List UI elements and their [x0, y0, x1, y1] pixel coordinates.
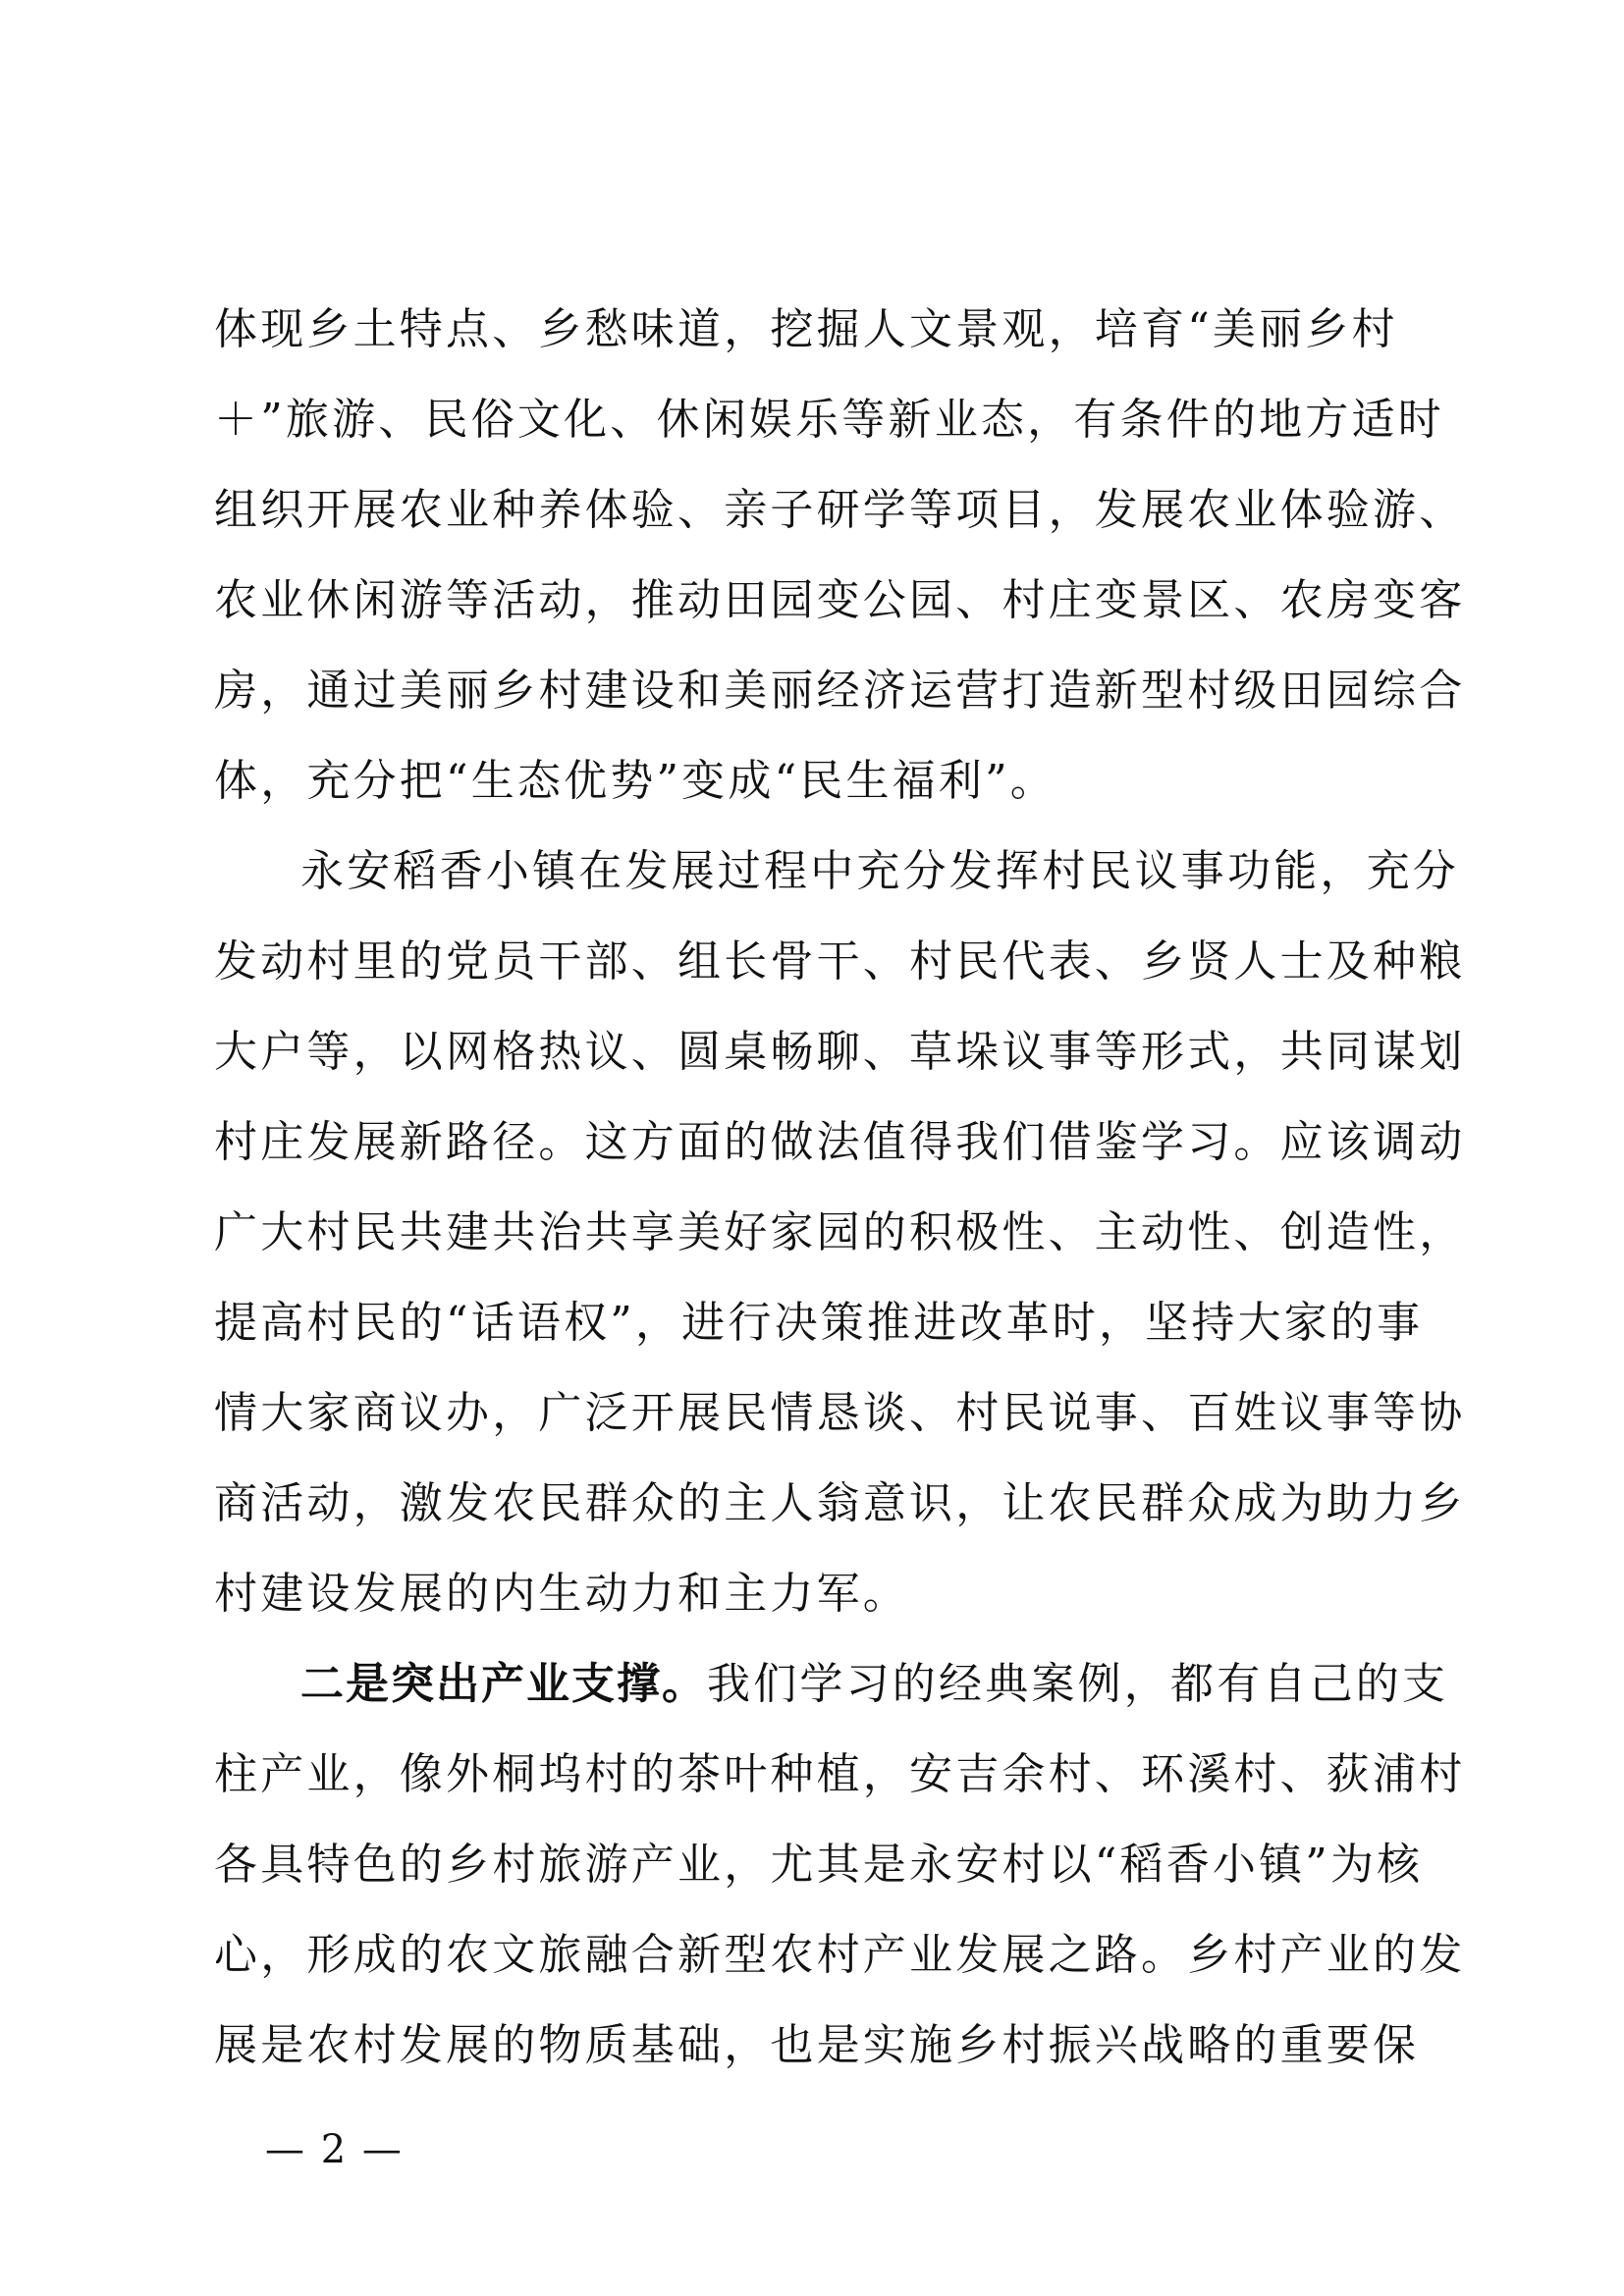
- text-line: 商活动，激发农民群众的主人翁意识，让农民群众成为助力乡: [214, 1478, 1466, 1528]
- text-line: 体，充分把“生态优势”变成“民生福利”。: [214, 756, 1056, 806]
- text-span: 我们学习的经典案例，都有自己的支: [707, 1659, 1449, 1709]
- text-line: 体现乡土特点、乡愁味道，挖掘人文景观，培育“美丽乡村: [214, 304, 1398, 354]
- body-text: [214, 285, 1466, 2091]
- text-line: 组织开展农业种养体验、亲子研学等项目，发展农业体验游、: [214, 485, 1466, 535]
- text-line: 农业休闲游等活动，推动田园变公园、村庄变景区、农房变客: [214, 575, 1466, 625]
- text-line: 村庄发展新路径。这方面的做法值得我们借鉴学习。应该调动: [214, 1117, 1466, 1167]
- text-line: 发动村里的党员干部、组长骨干、村民代表、乡贤人士及种粮: [214, 936, 1466, 987]
- text-line: 展是农村发展的物质基础，也是实施乡村振兴战略的重要保: [214, 2020, 1420, 2070]
- paragraph-first-line: 永安稻香小镇在发展过程中充分发挥村民议事功能，充分: [300, 846, 1459, 896]
- text-line: 心，形成的农文旅融合新型农村产业发展之路。乡村产业的发: [214, 1930, 1466, 1980]
- section-heading: 二是突出产业支撑。: [300, 1659, 707, 1709]
- text-line: 房，通过美丽乡村建设和美丽经济运营打造新型村级田园综合: [214, 666, 1466, 716]
- text-line: 广大村民共建共治共享美好家园的积极性、主动性、创造性，: [214, 1207, 1466, 1257]
- text-line: 大户等，以网格热议、圆桌畅聊、草垛议事等形式，共同谋划: [214, 1027, 1466, 1077]
- text-line: 情大家商议办，广泛开展民情恳谈、村民说事、百姓议事等协: [214, 1388, 1466, 1438]
- text-line: 村建设发展的内生动力和主力军。: [214, 1569, 909, 1619]
- text-line: 柱产业，像外桐坞村的茶叶种植，安吉余村、环溪村、荻浦村: [214, 1749, 1466, 1799]
- text-line: 各具特色的乡村旅游产业，尤其是永安村以“稻香小镇”为核: [214, 1840, 1424, 1890]
- paragraph-first-line: [214, 1639, 1449, 1730]
- text-line: ＋”旅游、民俗文化、休闲娱乐等新业态，有条件的地方适时: [214, 395, 1444, 445]
- page-number: — 2 —: [265, 2127, 404, 2172]
- text-line: 提高村民的“话语权”，进行决策推进改革时，坚持大家的事: [214, 1298, 1424, 1348]
